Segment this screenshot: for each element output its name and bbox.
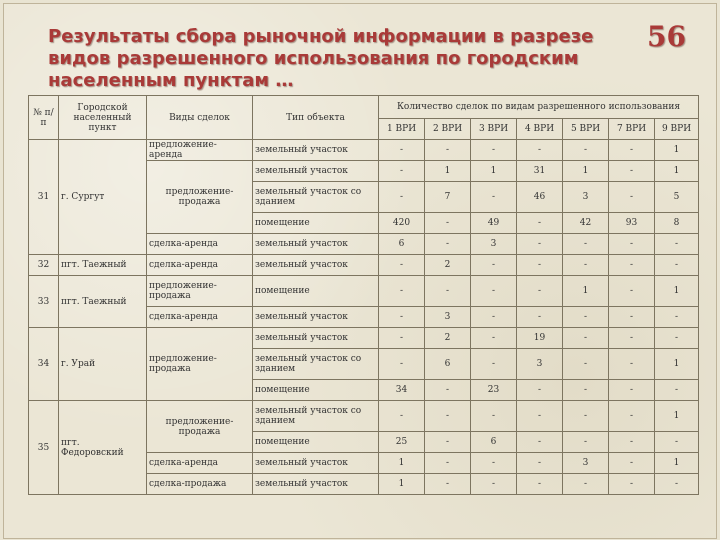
cell-value: -	[517, 401, 563, 432]
cell-value: -	[563, 328, 609, 349]
cell-value: -	[563, 432, 609, 453]
deal-type: предложение-аренда	[147, 140, 253, 161]
cell-value: 3	[471, 234, 517, 255]
cell-value: 420	[379, 213, 425, 234]
cell-value: -	[517, 276, 563, 307]
cell-value: 1	[563, 161, 609, 182]
cell-value: -	[379, 307, 425, 328]
cell-value: -	[609, 401, 655, 432]
cell-value: -	[379, 349, 425, 380]
cell-value: -	[425, 234, 471, 255]
cell-value: -	[609, 474, 655, 495]
cell-value: 49	[471, 213, 517, 234]
object-type: помещение	[253, 276, 379, 307]
cell-value: -	[655, 307, 699, 328]
object-type: земельный участок со зданием	[253, 401, 379, 432]
cell-value: -	[471, 255, 517, 276]
cell-value: 42	[563, 213, 609, 234]
header-num: № п/п	[29, 96, 59, 140]
cell-value: 1	[655, 349, 699, 380]
cell-value: -	[425, 380, 471, 401]
cell-value: -	[655, 380, 699, 401]
cell-value: -	[471, 328, 517, 349]
cell-value: -	[517, 140, 563, 161]
header-row	[29, 96, 699, 119]
cell-value: -	[425, 474, 471, 495]
header-vri: 2 ВРИ	[425, 119, 471, 140]
cell-value: 3	[517, 349, 563, 380]
object-type: земельный участок	[253, 474, 379, 495]
cell-value: -	[517, 453, 563, 474]
row-number: 34	[29, 328, 59, 401]
cell-value: 1	[655, 276, 699, 307]
cell-value: -	[609, 255, 655, 276]
cell-value: -	[471, 401, 517, 432]
object-type: земельный участок	[253, 234, 379, 255]
cell-value: -	[563, 140, 609, 161]
cell-value: -	[655, 255, 699, 276]
cell-value: 2	[425, 255, 471, 276]
object-type: помещение	[253, 380, 379, 401]
cell-value: -	[425, 432, 471, 453]
cell-value: -	[379, 401, 425, 432]
page-title	[48, 26, 608, 92]
cell-value: -	[425, 453, 471, 474]
cell-value: -	[517, 255, 563, 276]
header-vri: 3 ВРИ	[471, 119, 517, 140]
cell-value: -	[563, 234, 609, 255]
cell-value: 31	[517, 161, 563, 182]
cell-value: -	[563, 349, 609, 380]
object-type: земельный участок	[253, 161, 379, 182]
title-line: видов разрешенного использования по городским	[48, 48, 579, 69]
cell-value: -	[471, 349, 517, 380]
cell-value: 1	[655, 453, 699, 474]
deal-type: предложение-продажа	[147, 328, 253, 401]
title-line: Результаты сбора рыночной информации в разрезе	[48, 26, 594, 47]
results-table	[28, 95, 699, 495]
cell-value: -	[471, 140, 517, 161]
cell-value: -	[609, 307, 655, 328]
cell-value: 8	[655, 213, 699, 234]
table-row	[29, 328, 699, 349]
cell-value: 1	[655, 140, 699, 161]
header-vri: 1 ВРИ	[379, 119, 425, 140]
cell-value: 19	[517, 328, 563, 349]
cell-value: -	[609, 161, 655, 182]
cell-value: -	[425, 140, 471, 161]
settlement-name: г. Урай	[59, 328, 147, 401]
row-number: 32	[29, 255, 59, 276]
cell-value: 5	[655, 182, 699, 213]
cell-value: -	[609, 234, 655, 255]
settlement-name: г. Сургут	[59, 140, 147, 255]
slide-number: 56	[647, 20, 686, 53]
object-type: помещение	[253, 213, 379, 234]
table-row	[29, 140, 699, 161]
deal-type: сделка-аренда	[147, 255, 253, 276]
cell-value: -	[563, 255, 609, 276]
cell-value: -	[517, 380, 563, 401]
settlement-name: пгт. Таежный	[59, 276, 147, 328]
cell-value: -	[517, 432, 563, 453]
deal-type: предложение-продажа	[147, 276, 253, 307]
row-number: 33	[29, 276, 59, 328]
cell-value: -	[655, 474, 699, 495]
cell-value: -	[517, 213, 563, 234]
cell-value: 1	[379, 474, 425, 495]
deal-type: предложение-продажа	[147, 401, 253, 453]
cell-value: -	[563, 307, 609, 328]
object-type: земельный участок	[253, 255, 379, 276]
cell-value: -	[471, 182, 517, 213]
table-row	[29, 255, 699, 276]
object-type: земельный участок	[253, 140, 379, 161]
cell-value: -	[517, 234, 563, 255]
cell-value: 3	[563, 182, 609, 213]
cell-value: -	[379, 182, 425, 213]
cell-value: -	[563, 474, 609, 495]
cell-value: 3	[563, 453, 609, 474]
cell-value: -	[609, 328, 655, 349]
cell-value: -	[517, 474, 563, 495]
settlement-name: пгт. Федоровский	[59, 401, 147, 495]
object-type: земельный участок со зданием	[253, 349, 379, 380]
cell-value: -	[471, 453, 517, 474]
cell-value: 2	[425, 328, 471, 349]
header-vri: 7 ВРИ	[609, 119, 655, 140]
deal-type: предложение-продажа	[147, 161, 253, 234]
header-vri: 9 ВРИ	[655, 119, 699, 140]
cell-value: -	[379, 161, 425, 182]
cell-value: -	[379, 255, 425, 276]
cell-value: 25	[379, 432, 425, 453]
cell-value: -	[379, 140, 425, 161]
cell-value: -	[563, 401, 609, 432]
cell-value: -	[425, 213, 471, 234]
cell-value: -	[471, 307, 517, 328]
cell-value: -	[379, 276, 425, 307]
cell-value: -	[609, 453, 655, 474]
cell-value: 1	[563, 276, 609, 307]
deal-type: сделка-аренда	[147, 307, 253, 328]
object-type: земельный участок со зданием	[253, 182, 379, 213]
cell-value: -	[563, 380, 609, 401]
cell-value: -	[379, 328, 425, 349]
cell-value: -	[471, 474, 517, 495]
cell-value: -	[609, 140, 655, 161]
deal-type: сделка-аренда	[147, 234, 253, 255]
header-settlement: Городской населенный пункт	[59, 96, 147, 140]
table-row	[29, 401, 699, 432]
cell-value: 6	[379, 234, 425, 255]
cell-value: -	[655, 234, 699, 255]
cell-value: 23	[471, 380, 517, 401]
cell-value: 1	[655, 161, 699, 182]
cell-value: -	[517, 307, 563, 328]
row-number: 31	[29, 140, 59, 255]
row-number: 35	[29, 401, 59, 495]
cell-value: 1	[471, 161, 517, 182]
header-vri: 5 ВРИ	[563, 119, 609, 140]
cell-value: 1	[379, 453, 425, 474]
header-object-type: Тип объекта	[253, 96, 379, 140]
header-group: Количество сделок по видам разрешенного использования	[379, 96, 699, 119]
cell-value: -	[609, 380, 655, 401]
object-type: земельный участок	[253, 328, 379, 349]
table-row	[29, 276, 699, 307]
title-line: населенным пунктам …	[48, 70, 294, 91]
cell-value: -	[471, 276, 517, 307]
cell-value: 34	[379, 380, 425, 401]
cell-value: -	[655, 328, 699, 349]
cell-value: -	[609, 432, 655, 453]
cell-value: 93	[609, 213, 655, 234]
cell-value: -	[425, 276, 471, 307]
cell-value: 3	[425, 307, 471, 328]
settlement-name: пгт. Таежный	[59, 255, 147, 276]
cell-value: 6	[471, 432, 517, 453]
cell-value: -	[609, 276, 655, 307]
deal-type: сделка-продажа	[147, 474, 253, 495]
cell-value: 1	[425, 161, 471, 182]
header-vri: 4 ВРИ	[517, 119, 563, 140]
cell-value: 46	[517, 182, 563, 213]
cell-value: -	[655, 432, 699, 453]
cell-value: 1	[655, 401, 699, 432]
cell-value: 6	[425, 349, 471, 380]
cell-value: 7	[425, 182, 471, 213]
header-deal-type: Виды сделок	[147, 96, 253, 140]
cell-value: -	[425, 401, 471, 432]
object-type: земельный участок	[253, 453, 379, 474]
cell-value: -	[609, 349, 655, 380]
cell-value: -	[609, 182, 655, 213]
deal-type: сделка-аренда	[147, 453, 253, 474]
object-type: помещение	[253, 432, 379, 453]
object-type: земельный участок	[253, 307, 379, 328]
